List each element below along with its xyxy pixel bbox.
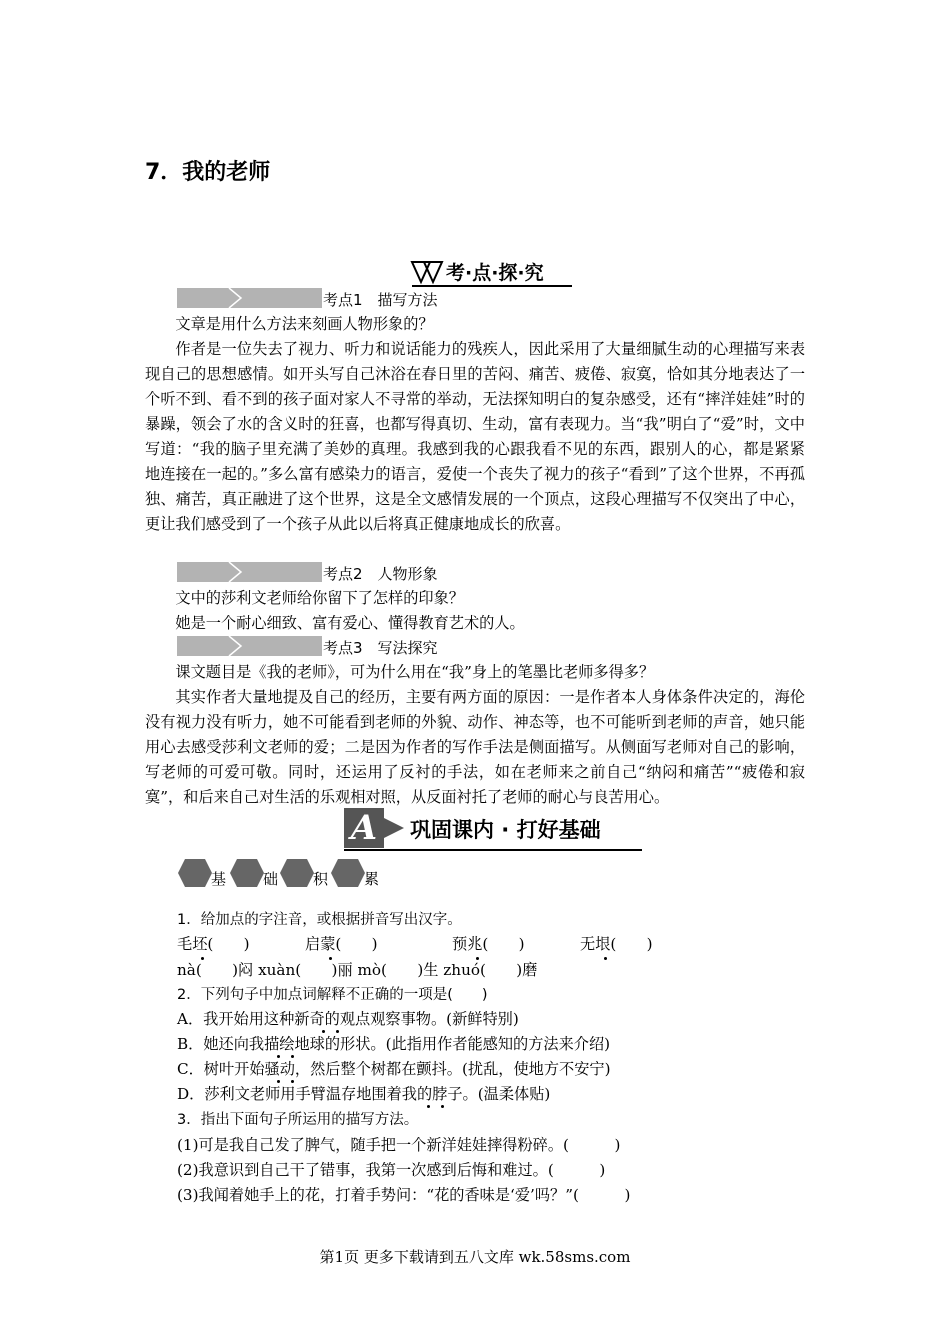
banner-letter: A [350,808,378,848]
q1-item: 无垠( ) [580,935,653,953]
emphasis-dot [291,1080,294,1083]
emphasis-dot [322,1030,325,1033]
hexagon-icon [229,858,265,888]
answer-text: 作者是一位失去了视力、听力和说话能力的残疾人，因此采用了大量细腻生动的心理描写来表现自己的思想感情。如开头写自己沐浴在春日里的苦闷、痛苦、疲倦、寂寞，恰如其分地表达了一个听不到、看不到的孩子面对家人不寻常的举动，无法探知明白的复杂感受，还有“摔洋娃娃”时的暴躁，领会了水的含义时的狂喜，也都写得真切、生动，富有表现力。当“我”明白了“爱”时，文中写道：“我的脑子里充满了美妙的真理。我感到我的心跟我看不见的东西，跟别人的心，都是紧紧地连接在一起的。”多么富有感染力的语言，爱使一个丧失了视力的孩子“看到”了这个世界，不再孤独、痛苦，真正融进了这个世界，这是全文感情发展的一个顶点，这段心理描写不仅突出了中心，更让我们感受到了一个孩子从此以后将真正健康地成长的欣喜。 [145,340,805,533]
hex-label: 积 [313,870,329,888]
question-stem: 1．给加点的字注音，或根据拼音写出汉字。 [177,912,462,928]
emphasis-dot [291,1055,294,1058]
emphasis-dot [604,957,607,960]
emphasis-dot [277,1080,280,1083]
answer-text: 其实作者大量地提及自己的经历，主要有两方面的原因：一是作者本人身体条件决定的，海伦没有视力没有听力，她不可能看到老师的外貌、动作、神态等，也不可能听到老师的声音，她只能用心去感受莎利文老师的爱；二是因为作者的写作手法是侧面描写。从侧面写老师对自己的影响，写老师的可爱可敬。同时，还运用了反衬的手法，如在老师来之前自己“纳闷和痛苦”“疲倦和寂寞”，和后来自己对生活的乐观相对照，从反面衬托了老师的耐心与良苦用心。 [145,688,805,806]
question-text: 课文题目是《我的老师》，可为什么用在“我”身上的笔墨比老师多得多？ [175,663,655,681]
chevron-right-icon [227,288,247,308]
q1-item: 启蒙( ) [305,935,378,953]
q3-item: (2)我意识到自己干了错事，我第一次感到后悔和难过。( ) [177,1161,606,1179]
emphasis-dot [427,1105,430,1108]
kaodian-bar [177,562,322,582]
answer-text: 她是一个耐心细致、富有爱心、懂得教育艺术的人。 [175,614,525,632]
q1-item: 预兆( ) [452,935,525,953]
q2-option: A．我开始用这种新奇的观点观察事物。(新鲜特别) [177,1010,519,1028]
hexagon-icon [177,858,213,888]
question-stem: 2．下列句子中加点词解释不正确的一项是( ) [177,987,488,1003]
hexagon-icon [279,858,315,888]
banner-text: 巩固课内 · 打好基础 [410,818,601,842]
emphasis-dot [277,1055,280,1058]
q3-item: (1)可是我自己发了脾气，随手把一个新洋娃娃摔得粉碎。( ) [177,1136,621,1154]
q1-pinyin-row: nà( )闷 xuàn( )丽 mò( )生 zhuó( )磨 [177,961,538,979]
kaodian-label: 考点3 写法探究 [323,639,438,657]
kaodian-label: 考点1 描写方法 [323,291,438,309]
kaodian-label: 考点2 人物形象 [323,565,438,583]
q2-option: B．她还向我描绘地球的形状。(此指用作者能感知的方法来介绍) [177,1035,611,1053]
kaodian-bar [177,288,322,308]
question-text: 文中的莎利文老师给你留下了怎样的印象？ [175,589,464,607]
kaodian-bar [177,636,322,656]
q2-option: C．树叶开始骚动，然后整个树都在颤抖。(扰乱，使地方不安宁) [177,1060,611,1078]
banner-letter-box [344,808,384,848]
emphasis-dot [441,1105,444,1108]
section-underline [412,285,572,287]
q3-item: (3)我闻着她手上的花，打着手势问：“花的香味是‘爱’吗？”( ) [177,1186,631,1204]
chevron-right-icon [227,636,247,656]
question-text: 文章是用什么方法来刻画人物形象的？ [175,315,434,333]
page-footer: 第1页 更多下载请到五八文库 wk.58sms.com [319,1248,631,1266]
hex-label: 础 [263,870,279,888]
banner-underline [344,849,642,851]
q1-item: 毛坯( ) [177,935,250,953]
chevron-right-icon [227,562,247,582]
q2-option: D．莎利文老师用手臂温存地围着我的脖子。(温柔体贴) [177,1085,551,1103]
triangle-icon [410,260,446,286]
emphasis-dot [336,1030,339,1033]
hexagon-icon [330,858,366,888]
arrow-icon [384,818,406,838]
hex-label: 累 [364,870,380,888]
question-stem: 3．指出下面句子所运用的描写方法。 [177,1112,419,1128]
section-title: 考·点·探·究 [446,262,544,284]
hex-label: 基 [211,870,227,888]
page-title: 7．我的老师 [145,160,271,185]
